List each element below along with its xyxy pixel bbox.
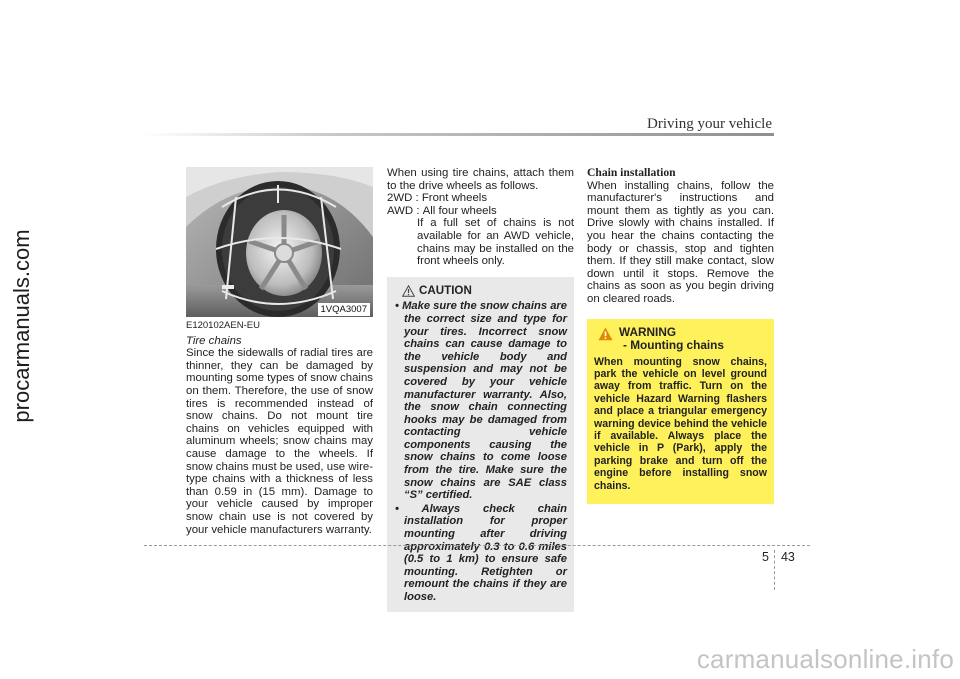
caution-bullet: • Make sure the snow chains are the correct size and type for your tires. Incorrect snow chains can cause damage to the vehicle body and suspension and may not be covered by your vehicle manufacturer warranty. Also, the snow chain connecting hooks may be damaged from contacting vehicle components causing the snow chains to come loose from the tire. Make sure the snow chains are SAE class “S” certified.: [395, 300, 567, 502]
awd-note: If a full set of chains is not available for an AWD vehicle, chains may be installed on the front wheels only.: [417, 217, 574, 268]
tire-chain-photo: [186, 167, 373, 317]
caution-list: [394, 300, 567, 603]
page-index: 43: [780, 550, 795, 564]
side-watermark: procarmanuals.com: [9, 229, 34, 423]
column-1: [186, 167, 373, 536]
warning-title: WARNING: [619, 324, 677, 339]
page-number: [762, 550, 795, 590]
tire-chains-body: Since the sidewalls of radial tires are thinner, they can be damaged by mounting some types of snow chains on them. Therefore, the use of snow tires is recommended instead of snow chains. Do not mount tire chains on vehicles equipped with aluminum wheels; snow chains may cause damage to the wheels. If snow chains must be used, use wire-type chains with a thickness of less than 0.59 in (15 mm). Damage to your vehicle caused by improper snow chain use is not covered by your vehicle manufacturers warranty.: [186, 347, 373, 536]
warning-box: [587, 319, 774, 504]
drive-item-2wd: 2WD : Front wheels: [387, 192, 488, 205]
tire-chain-illustration: [186, 167, 373, 317]
header-rule: [144, 133, 774, 136]
chain-installation-title: Chain installation: [587, 166, 676, 179]
caution-header: [402, 285, 567, 298]
footer-rule: [144, 545, 810, 546]
drive-item-awd: AWD : All four wheels: [387, 204, 497, 217]
subheading-tire-chains: Tire chains: [186, 334, 242, 347]
caution-triangle-icon: [402, 285, 415, 297]
warning-body: When mounting snow chains, park the vehicle on level ground away from traffic. Turn on the vehicle Hazard Warning flashers and place a triangular emergency warning device behind the vehicle if available. Always place the vehicle in P (Park), apply the parking brake and turn off the engine before installing snow chains.: [594, 355, 767, 492]
caution-title: CAUTION: [419, 283, 472, 297]
warning-titles: [619, 326, 724, 352]
header-title: Driving your vehicle: [647, 116, 772, 132]
chains-intro: When using tire chains, attach them to the drive wheels as follows.: [387, 167, 574, 192]
caution-bullet: • Always check chain installation for proper mounting after driving approximately 0.3 to 0.6 miles (0.5 to 1 km) to ensure safe mounting. Retighten or remount the chains if they are loose.: [395, 502, 567, 603]
chain-installation-body: When installing chains, follow the manufacturer's instructions and mount them as tightly as you can. Drive slowly with chains installed. If you hear the chains contacting the body or chassis, stop and tighten them. If they still make contact, slow down until it stops. Remove the chains as soon as you begin driving on cleared roads.: [587, 179, 774, 305]
column-3: [587, 167, 774, 504]
figure-id: 1VQA3007: [318, 303, 370, 316]
section-number: 5: [762, 550, 769, 564]
warning-header: [598, 326, 767, 352]
page-separator: [774, 550, 776, 590]
warning-subtitle: - Mounting chains: [623, 337, 724, 352]
warning-triangle-icon: [598, 327, 613, 341]
caution-box: [387, 277, 574, 612]
section-code: E120102AEN-EU: [186, 320, 260, 331]
bottom-watermark: carmanualsonline.info: [696, 644, 954, 674]
